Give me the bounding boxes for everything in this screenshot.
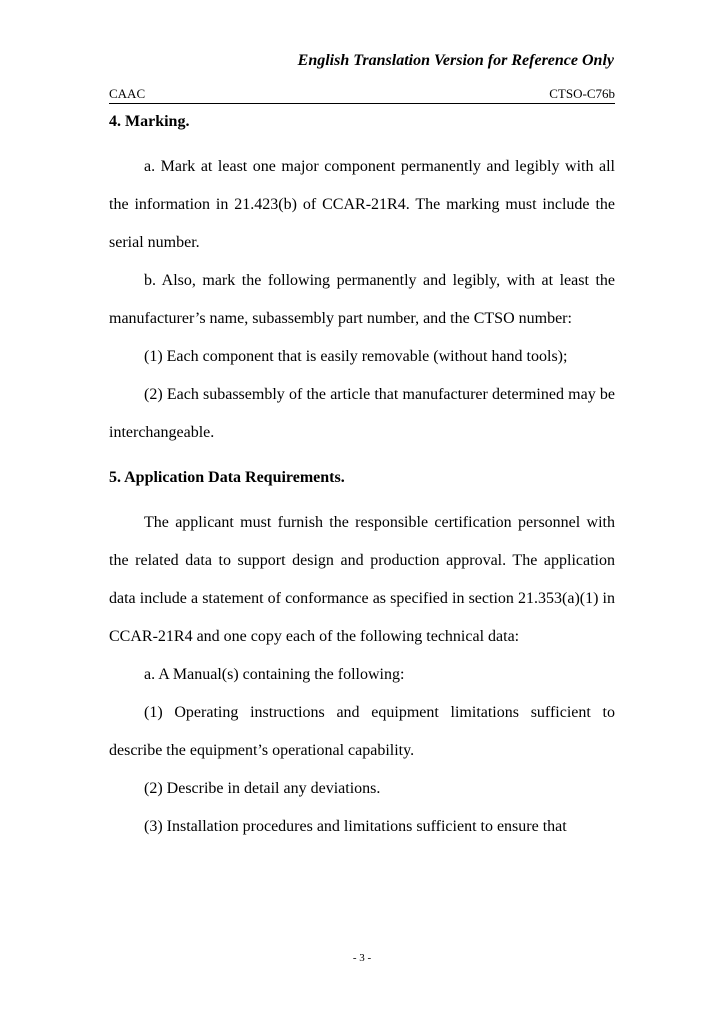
section-4-item-1: (1) Each component that is easily removable (without hand tools);	[144, 348, 568, 365]
section-5-intro: The applicant must furnish the responsible certification personnel with the related data to support design and production approval. The application data include a statement of conformance as specified in section 21.353(a)(1) in CCAR-21R4 and one copy each of the following technical data:	[109, 514, 615, 645]
section-5-heading: 5. Application Data Requirements.	[109, 469, 345, 486]
section-4-para-a: a. Mark at least one major component permanently and legibly with all the information in 21.423(b) of CCAR-21R4. The marking must include the serial number.	[109, 158, 615, 251]
header-right-ctso: CTSO-C76b	[549, 86, 615, 101]
section-5-item-2: (2) Describe in detail any deviations.	[144, 780, 381, 797]
page-body	[109, 110, 615, 846]
section-5-item-1: (1) Operating instructions and equipment limitations sufficient to describe the equipment’s operational capability.	[109, 704, 615, 759]
section-4-para-b: b. Also, mark the following permanently and legibly, with at least the manufacturer’s name, subassembly part number, and the CTSO number:	[109, 272, 615, 327]
section-5-para-a: a. A Manual(s) containing the following:	[144, 666, 405, 683]
page-number: - 3 -	[352, 952, 372, 964]
page-header	[109, 86, 615, 104]
header-left-caac: CAAC	[109, 86, 146, 101]
section-4-heading: 4. Marking.	[109, 113, 190, 130]
translation-note: English Translation Version for Reference Only	[297, 52, 614, 69]
section-5-item-3: (3) Installation procedures and limitations sufficient to ensure that	[144, 818, 567, 835]
section-4-item-2: (2) Each subassembly of the article that manufacturer determined may be interchangeable.	[109, 386, 615, 441]
